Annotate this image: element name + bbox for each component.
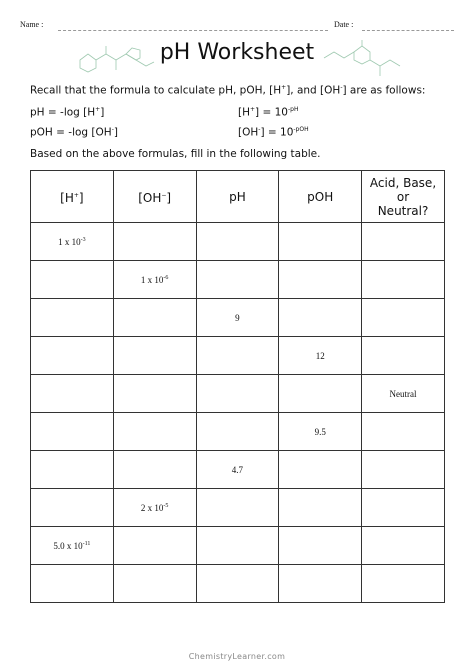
oh-cell[interactable] bbox=[113, 527, 196, 565]
poh-cell[interactable]: 9.5 bbox=[279, 413, 362, 451]
header-ph: pH bbox=[196, 171, 279, 223]
poh-cell[interactable] bbox=[279, 261, 362, 299]
date-field-line[interactable] bbox=[362, 30, 454, 31]
h-cell[interactable]: 1 x $10^{-3}$ bbox=[31, 223, 114, 261]
poh-formula: pOH = -log [OH-] bbox=[30, 126, 118, 139]
oh-cell[interactable] bbox=[113, 375, 196, 413]
table-row bbox=[31, 565, 445, 603]
page-title: pH Worksheet bbox=[159, 40, 315, 65]
header-acid-base-neutral: Acid, Base, or Neutral? bbox=[362, 171, 445, 223]
h-concentration-formula: $[H^+] = 10^{-pH}$ bbox=[238, 106, 299, 119]
abn-cell[interactable] bbox=[362, 337, 445, 375]
table-row bbox=[31, 375, 445, 413]
header-h-concentration: [H+] bbox=[31, 171, 114, 223]
ph-cell[interactable] bbox=[196, 527, 279, 565]
oh-cell[interactable]: 1 x $10^{-6}$ bbox=[113, 261, 196, 299]
poh-cell[interactable] bbox=[279, 527, 362, 565]
h-cell[interactable] bbox=[31, 565, 114, 603]
h-cell[interactable] bbox=[31, 337, 114, 375]
abn-cell[interactable]: Neutral bbox=[362, 375, 445, 413]
ph-cell[interactable] bbox=[196, 489, 279, 527]
h-cell[interactable] bbox=[31, 413, 114, 451]
table-header-row bbox=[31, 171, 445, 223]
abn-cell[interactable] bbox=[362, 261, 445, 299]
name-label: Name : bbox=[20, 20, 44, 29]
header-oh-concentration: [OH−] bbox=[113, 171, 196, 223]
h-cell[interactable] bbox=[31, 451, 114, 489]
poh-cell[interactable] bbox=[279, 223, 362, 261]
ph-cell[interactable] bbox=[196, 413, 279, 451]
name-field-line[interactable] bbox=[58, 30, 328, 31]
table-row bbox=[31, 413, 445, 451]
abn-cell[interactable] bbox=[362, 451, 445, 489]
poh-cell[interactable]: 12 bbox=[279, 337, 362, 375]
abn-cell[interactable] bbox=[362, 413, 445, 451]
ph-cell[interactable] bbox=[196, 375, 279, 413]
oh-concentration-formula: $[OH^-] = 10^{-pOH}$ bbox=[238, 126, 309, 139]
ph-cell[interactable] bbox=[196, 223, 279, 261]
h-cell[interactable] bbox=[31, 299, 114, 337]
recall-text: Recall that the formula to calculate pH, pOH, [H+], and [OH-] are as follows: bbox=[30, 84, 426, 97]
abn-cell[interactable] bbox=[362, 299, 445, 337]
table-row bbox=[31, 299, 445, 337]
oh-cell[interactable] bbox=[113, 413, 196, 451]
oh-cell[interactable] bbox=[113, 299, 196, 337]
abn-cell[interactable] bbox=[362, 489, 445, 527]
oh-cell[interactable] bbox=[113, 451, 196, 489]
h-cell[interactable]: 5.0 x $10^{-11}$ bbox=[31, 527, 114, 565]
table-row bbox=[31, 337, 445, 375]
table-row bbox=[31, 527, 445, 565]
ph-cell[interactable] bbox=[196, 337, 279, 375]
ph-cell[interactable]: 4.7 bbox=[196, 451, 279, 489]
poh-cell[interactable] bbox=[279, 565, 362, 603]
oh-cell[interactable] bbox=[113, 223, 196, 261]
poh-cell[interactable] bbox=[279, 489, 362, 527]
header-poh: pOH bbox=[279, 171, 362, 223]
table-row bbox=[31, 223, 445, 261]
h-cell[interactable] bbox=[31, 375, 114, 413]
instruction-text: Based on the above formulas, fill in the following table. bbox=[30, 148, 321, 160]
oh-cell[interactable] bbox=[113, 565, 196, 603]
table-row bbox=[31, 489, 445, 527]
oh-cell[interactable] bbox=[113, 337, 196, 375]
poh-cell[interactable] bbox=[279, 451, 362, 489]
abn-cell[interactable] bbox=[362, 223, 445, 261]
footer-brand: ChemistryLearner.com bbox=[188, 652, 286, 661]
name-date-row bbox=[20, 20, 454, 36]
poh-cell[interactable] bbox=[279, 375, 362, 413]
table-row bbox=[31, 261, 445, 299]
ph-cell[interactable] bbox=[196, 261, 279, 299]
ph-table bbox=[30, 170, 445, 603]
h-cell[interactable] bbox=[31, 261, 114, 299]
poh-cell[interactable] bbox=[279, 299, 362, 337]
date-label: Date : bbox=[334, 20, 354, 29]
table-row bbox=[31, 451, 445, 489]
h-cell[interactable] bbox=[31, 489, 114, 527]
oh-cell[interactable]: 2 x $10^{-5}$ bbox=[113, 489, 196, 527]
ph-cell[interactable] bbox=[196, 565, 279, 603]
abn-cell[interactable] bbox=[362, 527, 445, 565]
ph-formula: pH = -log [H+] bbox=[30, 106, 105, 119]
ph-cell[interactable]: 9 bbox=[196, 299, 279, 337]
abn-cell[interactable] bbox=[362, 565, 445, 603]
